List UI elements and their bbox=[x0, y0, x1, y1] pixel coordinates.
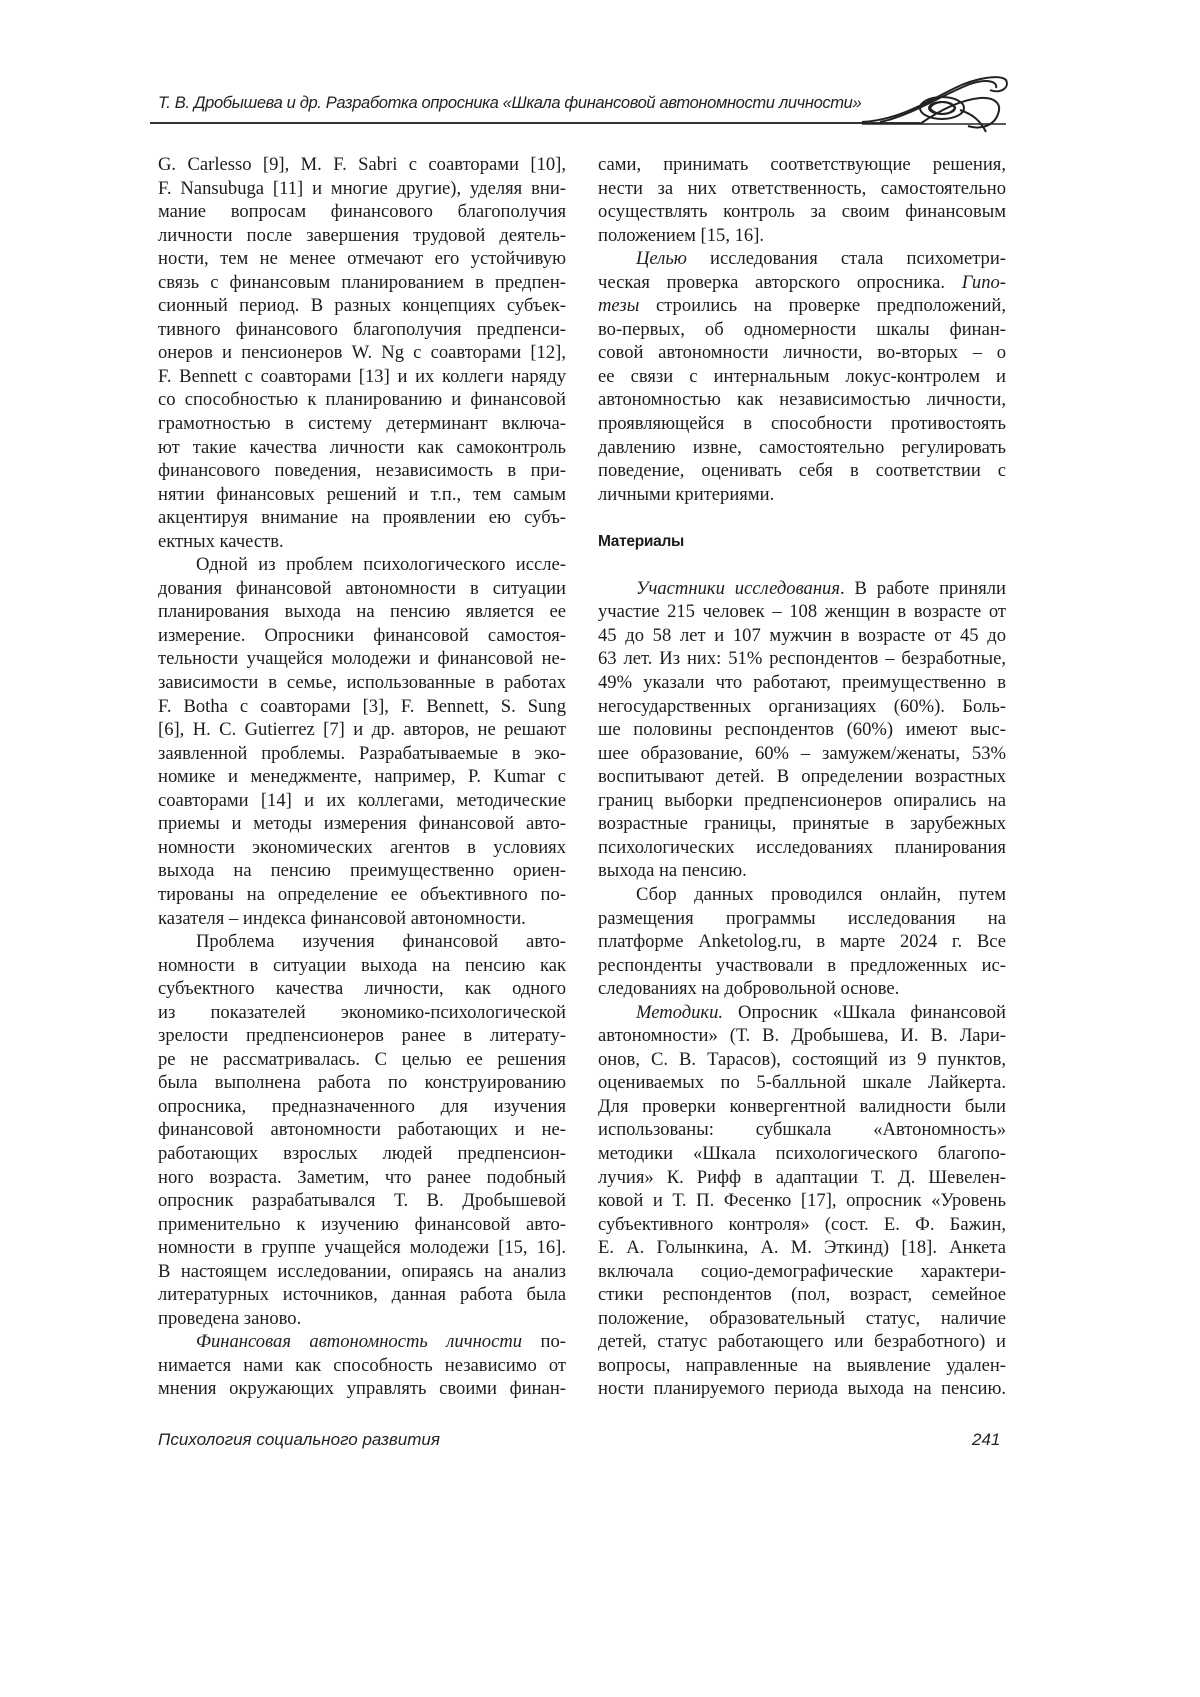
text: субъектного качества личности, как одного bbox=[158, 978, 566, 999]
text-line bbox=[158, 483, 566, 507]
text-line bbox=[598, 883, 1006, 907]
text-line bbox=[158, 907, 566, 931]
text-line bbox=[598, 1236, 1006, 1260]
text-line bbox=[158, 388, 566, 412]
text-line bbox=[158, 930, 566, 954]
text-line bbox=[158, 1071, 566, 1095]
text: финансового поведения, независимость в при- bbox=[158, 460, 566, 481]
text: сионный период. В разных концепциях субъек- bbox=[158, 295, 566, 316]
text: литературных источников, данная работа была bbox=[158, 1284, 566, 1305]
text-line bbox=[598, 647, 1006, 671]
text-line bbox=[598, 1354, 1006, 1378]
text: психологических исследованиях планирования bbox=[598, 837, 1006, 858]
text-line bbox=[598, 977, 1006, 1001]
text: дования финансовой автономности в ситуации bbox=[158, 578, 566, 599]
text: заявленной проблемы. Разрабатываемые в эко- bbox=[158, 743, 566, 764]
text-line bbox=[158, 553, 566, 577]
text: мание вопросам финансового благополучия bbox=[158, 201, 566, 222]
text-line bbox=[598, 247, 1006, 271]
journal-title: Психология социального развития bbox=[158, 1430, 440, 1450]
text-line bbox=[598, 1283, 1006, 1307]
text-line bbox=[158, 1236, 566, 1260]
header-divider bbox=[150, 122, 920, 124]
italic-text: Целью bbox=[636, 248, 687, 269]
text: работающих взрослых людей предпенсион- bbox=[158, 1143, 566, 1164]
text-line bbox=[598, 318, 1006, 342]
text-line bbox=[158, 1001, 566, 1025]
text-line bbox=[158, 954, 566, 978]
running-header: Т. В. Дробышева и др. Разработка опросника «Шкала финансовой автономности личности» bbox=[158, 94, 861, 113]
italic-text: Участники исследования bbox=[636, 578, 840, 599]
text-line bbox=[158, 459, 566, 483]
text-line bbox=[158, 177, 566, 201]
text: Опросник «Шкала финансовой bbox=[723, 1002, 1006, 1023]
text: осуществлять контроль за своим финансовым bbox=[598, 201, 1006, 222]
text-line bbox=[598, 671, 1006, 695]
text: проявляющейся в способности противостоять bbox=[598, 413, 1006, 434]
text: номности экономических агентов в условиях bbox=[158, 837, 566, 858]
section-heading bbox=[598, 530, 1006, 554]
left-column bbox=[158, 153, 566, 1401]
text: онов, С. В. Тарасов), состоящий из 9 пунктов, bbox=[598, 1049, 1006, 1070]
italic-text: Гипо- bbox=[962, 272, 1006, 293]
text-line bbox=[158, 1330, 566, 1354]
text: автономностью как независимостью личности, bbox=[598, 389, 1006, 410]
text: Е. А. Голынкина, А. М. Эткинд) [18]. Анкета bbox=[598, 1237, 1006, 1258]
text-line bbox=[158, 1377, 566, 1401]
text: опросник разрабатывался Т. В. Дробышевой bbox=[158, 1190, 566, 1211]
text: совой автономности личности, во-вторых – о bbox=[598, 342, 1006, 363]
italic-text: Методики. bbox=[636, 1002, 723, 1023]
text-line bbox=[158, 977, 566, 1001]
text: ческая проверка авторского опросника. bbox=[598, 272, 962, 293]
text: связь с финансовым планированием в предпен- bbox=[158, 272, 566, 293]
text-line bbox=[598, 1166, 1006, 1190]
text: строились на проверке предположений, bbox=[639, 295, 1006, 316]
text-line bbox=[158, 1095, 566, 1119]
text-line bbox=[158, 412, 566, 436]
text: 49% указали что работают, преимущественно в bbox=[598, 672, 1006, 693]
text-line bbox=[598, 200, 1006, 224]
text-line bbox=[598, 577, 1006, 601]
text: из показателей экономико-психологической bbox=[158, 1002, 566, 1023]
text: . В работе приняли bbox=[840, 578, 1006, 599]
text: Материалы bbox=[598, 533, 684, 550]
text-line bbox=[598, 1307, 1006, 1331]
text-line bbox=[598, 224, 1006, 248]
text: во-первых, об одномерности шкалы финан- bbox=[598, 319, 1006, 340]
text-line bbox=[158, 1260, 566, 1284]
text: платформе Anketolog.ru, в марте 2024 г. Все bbox=[598, 931, 1006, 952]
text-line bbox=[158, 695, 566, 719]
text-line bbox=[598, 954, 1006, 978]
text: приемы и методы измерения финансовой авто- bbox=[158, 813, 566, 834]
text: ности, тем не менее отмечают его устойчивую bbox=[158, 248, 566, 269]
text: тированы на определение ее объективного по- bbox=[158, 884, 566, 905]
text-line bbox=[158, 1024, 566, 1048]
text-line bbox=[598, 836, 1006, 860]
text: 45 до 58 лет и 107 мужчин в возрасте от 45 до bbox=[598, 625, 1006, 646]
text: акцентируя внимание на проявлении ею субъ- bbox=[158, 507, 566, 528]
text-line bbox=[158, 247, 566, 271]
text-line bbox=[158, 1213, 566, 1237]
text-line bbox=[598, 341, 1006, 365]
text-line bbox=[598, 1024, 1006, 1048]
text-line bbox=[598, 1048, 1006, 1072]
text: зависимости в семье, использованные в работах bbox=[158, 672, 566, 693]
text: вопросы, направленные на выявление удален- bbox=[598, 1355, 1006, 1376]
text: измерение. Опросники финансовой самостоя- bbox=[158, 625, 566, 646]
text: поведение, оценивать себя в соответствии с bbox=[598, 460, 1006, 481]
text: G. Carlesso [9], M. F. Sabri с соавторами [10], bbox=[158, 154, 566, 175]
text-line bbox=[158, 294, 566, 318]
text-line bbox=[158, 436, 566, 460]
text-line bbox=[598, 177, 1006, 201]
text: ют такие качества личности как самоконтроль bbox=[158, 437, 566, 458]
text: воспитывают детей. В определении возрастных bbox=[598, 766, 1006, 787]
text-line bbox=[598, 388, 1006, 412]
text-line bbox=[158, 1166, 566, 1190]
text-line bbox=[598, 812, 1006, 836]
text: В настоящем исследовании, опираясь на анализ bbox=[158, 1261, 566, 1282]
text-line bbox=[158, 1048, 566, 1072]
ornament-icon bbox=[860, 70, 1010, 136]
text: исследования стала психометри- bbox=[687, 248, 1006, 269]
text: негосударственных организациях (60%). Боль- bbox=[598, 696, 1006, 717]
text-line bbox=[598, 1213, 1006, 1237]
text: ности планируемого периода выхода на пенсию. bbox=[598, 1378, 1006, 1399]
text-line bbox=[598, 412, 1006, 436]
text: субъективного контроля» (сост. Е. Ф. Бажин, bbox=[598, 1214, 1006, 1235]
text-line bbox=[158, 1354, 566, 1378]
text-line bbox=[158, 224, 566, 248]
text-line bbox=[598, 718, 1006, 742]
text-line bbox=[158, 718, 566, 742]
text: автономности» (Т. В. Дробышева, И. В. Лари- bbox=[598, 1025, 1006, 1046]
text: применительно к изучению финансовой авто- bbox=[158, 1214, 566, 1235]
text-line bbox=[158, 153, 566, 177]
text: грамотностью в систему детерминант включа- bbox=[158, 413, 566, 434]
text: номике и менеджменте, например, P. Kumar с bbox=[158, 766, 566, 787]
text: ее связи с интернальным локус-контролем и bbox=[598, 366, 1006, 387]
text-line bbox=[158, 765, 566, 789]
text: номности в группе учащейся молодежи [15, 16]. bbox=[158, 1237, 566, 1258]
text: номности в ситуации выхода на пенсию как bbox=[158, 955, 566, 976]
text: Сбор данных проводился онлайн, путем bbox=[636, 884, 1006, 905]
text-line bbox=[598, 1095, 1006, 1119]
text: давлению извне, самостоятельно регулировать bbox=[598, 437, 1006, 458]
text: F. Botha с соавторами [3], F. Bennett, S. Sung bbox=[158, 696, 566, 717]
text: проведена заново. bbox=[158, 1308, 301, 1329]
text-line bbox=[158, 836, 566, 860]
text-line bbox=[598, 930, 1006, 954]
text: зрелости предпенсионеров ранее в литерату- bbox=[158, 1025, 566, 1046]
text-line bbox=[158, 200, 566, 224]
text: выхода на пенсию. bbox=[598, 860, 747, 881]
text: следованиях на добровольной основе. bbox=[598, 978, 899, 999]
text: использованы: субшкала «Автономность» bbox=[598, 1119, 1006, 1140]
text: нести за них ответственность, самостоятельно bbox=[598, 178, 1006, 199]
text: сами, принимать соответствующие решения, bbox=[598, 154, 1006, 175]
text-line bbox=[598, 600, 1006, 624]
blank-line bbox=[598, 506, 1006, 530]
text: стики респондентов (пол, возраст, семейное bbox=[598, 1284, 1006, 1305]
text-line bbox=[158, 365, 566, 389]
italic-text: тезы bbox=[598, 295, 639, 316]
text-line bbox=[598, 271, 1006, 295]
text-line bbox=[158, 506, 566, 530]
text-line bbox=[598, 1260, 1006, 1284]
text-line bbox=[598, 483, 1006, 507]
text-line bbox=[598, 459, 1006, 483]
text-line bbox=[598, 1001, 1006, 1025]
text: выхода на пенсию преимущественно ориен- bbox=[158, 860, 566, 881]
text-line bbox=[598, 365, 1006, 389]
text-line bbox=[598, 1330, 1006, 1354]
text: ре не рассматривалась. С целью ее решения bbox=[158, 1049, 566, 1070]
text-line bbox=[158, 812, 566, 836]
text: положение, образовательный статус, наличие bbox=[598, 1308, 1006, 1329]
text: границ выборки предпенсионеров опирались на bbox=[598, 790, 1006, 811]
text: ного возраста. Заметим, что ранее подобный bbox=[158, 1167, 566, 1188]
text: участие 215 человек – 108 женщин в возрасте от bbox=[598, 601, 1006, 622]
text: лучия» К. Рифф в адаптации Т. Д. Шевелен- bbox=[598, 1167, 1006, 1188]
text: 63 лет. Из них: 51% респондентов – безработные, bbox=[598, 648, 1006, 669]
text-line bbox=[158, 1307, 566, 1331]
text-line bbox=[158, 647, 566, 671]
text-line bbox=[158, 318, 566, 342]
text-line bbox=[598, 1142, 1006, 1166]
text-line bbox=[598, 695, 1006, 719]
text: ше половины респондентов (60%) имеют выс- bbox=[598, 719, 1006, 740]
text: Проблема изучения финансовой авто- bbox=[196, 931, 566, 952]
text: возрастные границы, принятые в зарубежных bbox=[598, 813, 1006, 834]
text-line bbox=[598, 765, 1006, 789]
text-line bbox=[158, 883, 566, 907]
text: респонденты участвовали в предложенных ис- bbox=[598, 955, 1006, 976]
text-line bbox=[158, 742, 566, 766]
text: нимается нами как способность независимо от bbox=[158, 1355, 566, 1376]
text: соавторами [14] и их коллегами, методические bbox=[158, 790, 566, 811]
text-line bbox=[598, 1071, 1006, 1095]
text-line bbox=[598, 742, 1006, 766]
text-line bbox=[598, 624, 1006, 648]
text: [6], H. C. Gutierrez [7] и др. авторов, не решают bbox=[158, 719, 566, 740]
text-line bbox=[598, 294, 1006, 318]
text-line bbox=[158, 859, 566, 883]
text: включала социо-демографические характери- bbox=[598, 1261, 1006, 1282]
text-line bbox=[158, 1283, 566, 1307]
text-line bbox=[158, 1142, 566, 1166]
text: тивного финансового благополучия предпенси- bbox=[158, 319, 566, 340]
text: размещения программы исследования на bbox=[598, 908, 1006, 929]
text: по- bbox=[522, 1331, 566, 1352]
text-line bbox=[598, 436, 1006, 460]
text: F. Nansubuga [11] и многие другие), уделяя вни- bbox=[158, 178, 566, 199]
text: тельности учащейся молодежи и финансовой не- bbox=[158, 648, 566, 669]
text-line bbox=[158, 671, 566, 695]
blank-line bbox=[598, 553, 1006, 577]
text: нятии финансовых решений и т.п., тем самым bbox=[158, 484, 566, 505]
text-line bbox=[158, 271, 566, 295]
text: онеров и пенсионеров W. Ng с соавторами [12], bbox=[158, 342, 566, 363]
text-line bbox=[598, 789, 1006, 813]
text: была выполнена работа по конструированию bbox=[158, 1072, 566, 1093]
text: методики «Шкала психологического благопо- bbox=[598, 1143, 1006, 1164]
text: мнения окружающих управлять своими финан- bbox=[158, 1378, 566, 1399]
text: шее образование, 60% – замужем/женаты, 53% bbox=[598, 743, 1006, 764]
text: опросника, предназначенного для изучения bbox=[158, 1096, 566, 1117]
text: Для проверки конвергентной валидности были bbox=[598, 1096, 1006, 1117]
text-line bbox=[598, 1118, 1006, 1142]
text-line bbox=[158, 341, 566, 365]
text-line bbox=[158, 624, 566, 648]
text: положением [15, 16]. bbox=[598, 225, 764, 246]
text: личности после завершения трудовой деятель- bbox=[158, 225, 566, 246]
text-line bbox=[598, 1189, 1006, 1213]
text: ковой и Т. П. Фесенко [17], опросник «Уровень bbox=[598, 1190, 1006, 1211]
italic-text: Финансовая автономность личности bbox=[196, 1331, 522, 1352]
text-line bbox=[598, 907, 1006, 931]
text: со способностью к планированию и финансовой bbox=[158, 389, 566, 410]
right-column bbox=[598, 153, 1006, 1401]
text: личными критериями. bbox=[598, 484, 774, 505]
text-line bbox=[598, 859, 1006, 883]
text: ектных качеств. bbox=[158, 531, 284, 552]
text-line bbox=[598, 153, 1006, 177]
text-line bbox=[158, 577, 566, 601]
text: оцениваемых по 5-балльной шкале Лайкерта. bbox=[598, 1072, 1006, 1093]
text-line bbox=[158, 600, 566, 624]
text-line bbox=[158, 530, 566, 554]
text-line bbox=[158, 1189, 566, 1213]
text-line bbox=[598, 1377, 1006, 1401]
page-number: 241 bbox=[972, 1430, 1000, 1450]
text-line bbox=[158, 789, 566, 813]
text: планирования выхода на пенсию является ее bbox=[158, 601, 566, 622]
text: казателя – индекса финансовой автономности. bbox=[158, 908, 526, 929]
text: Одной из проблем психологического иссле- bbox=[196, 554, 566, 575]
text: F. Bennett с соавторами [13] и их коллеги наряду bbox=[158, 366, 566, 387]
text: детей, статус работающего или безработного) и bbox=[598, 1331, 1006, 1352]
text-line bbox=[158, 1118, 566, 1142]
text: финансовой автономности работающих и не- bbox=[158, 1119, 566, 1140]
